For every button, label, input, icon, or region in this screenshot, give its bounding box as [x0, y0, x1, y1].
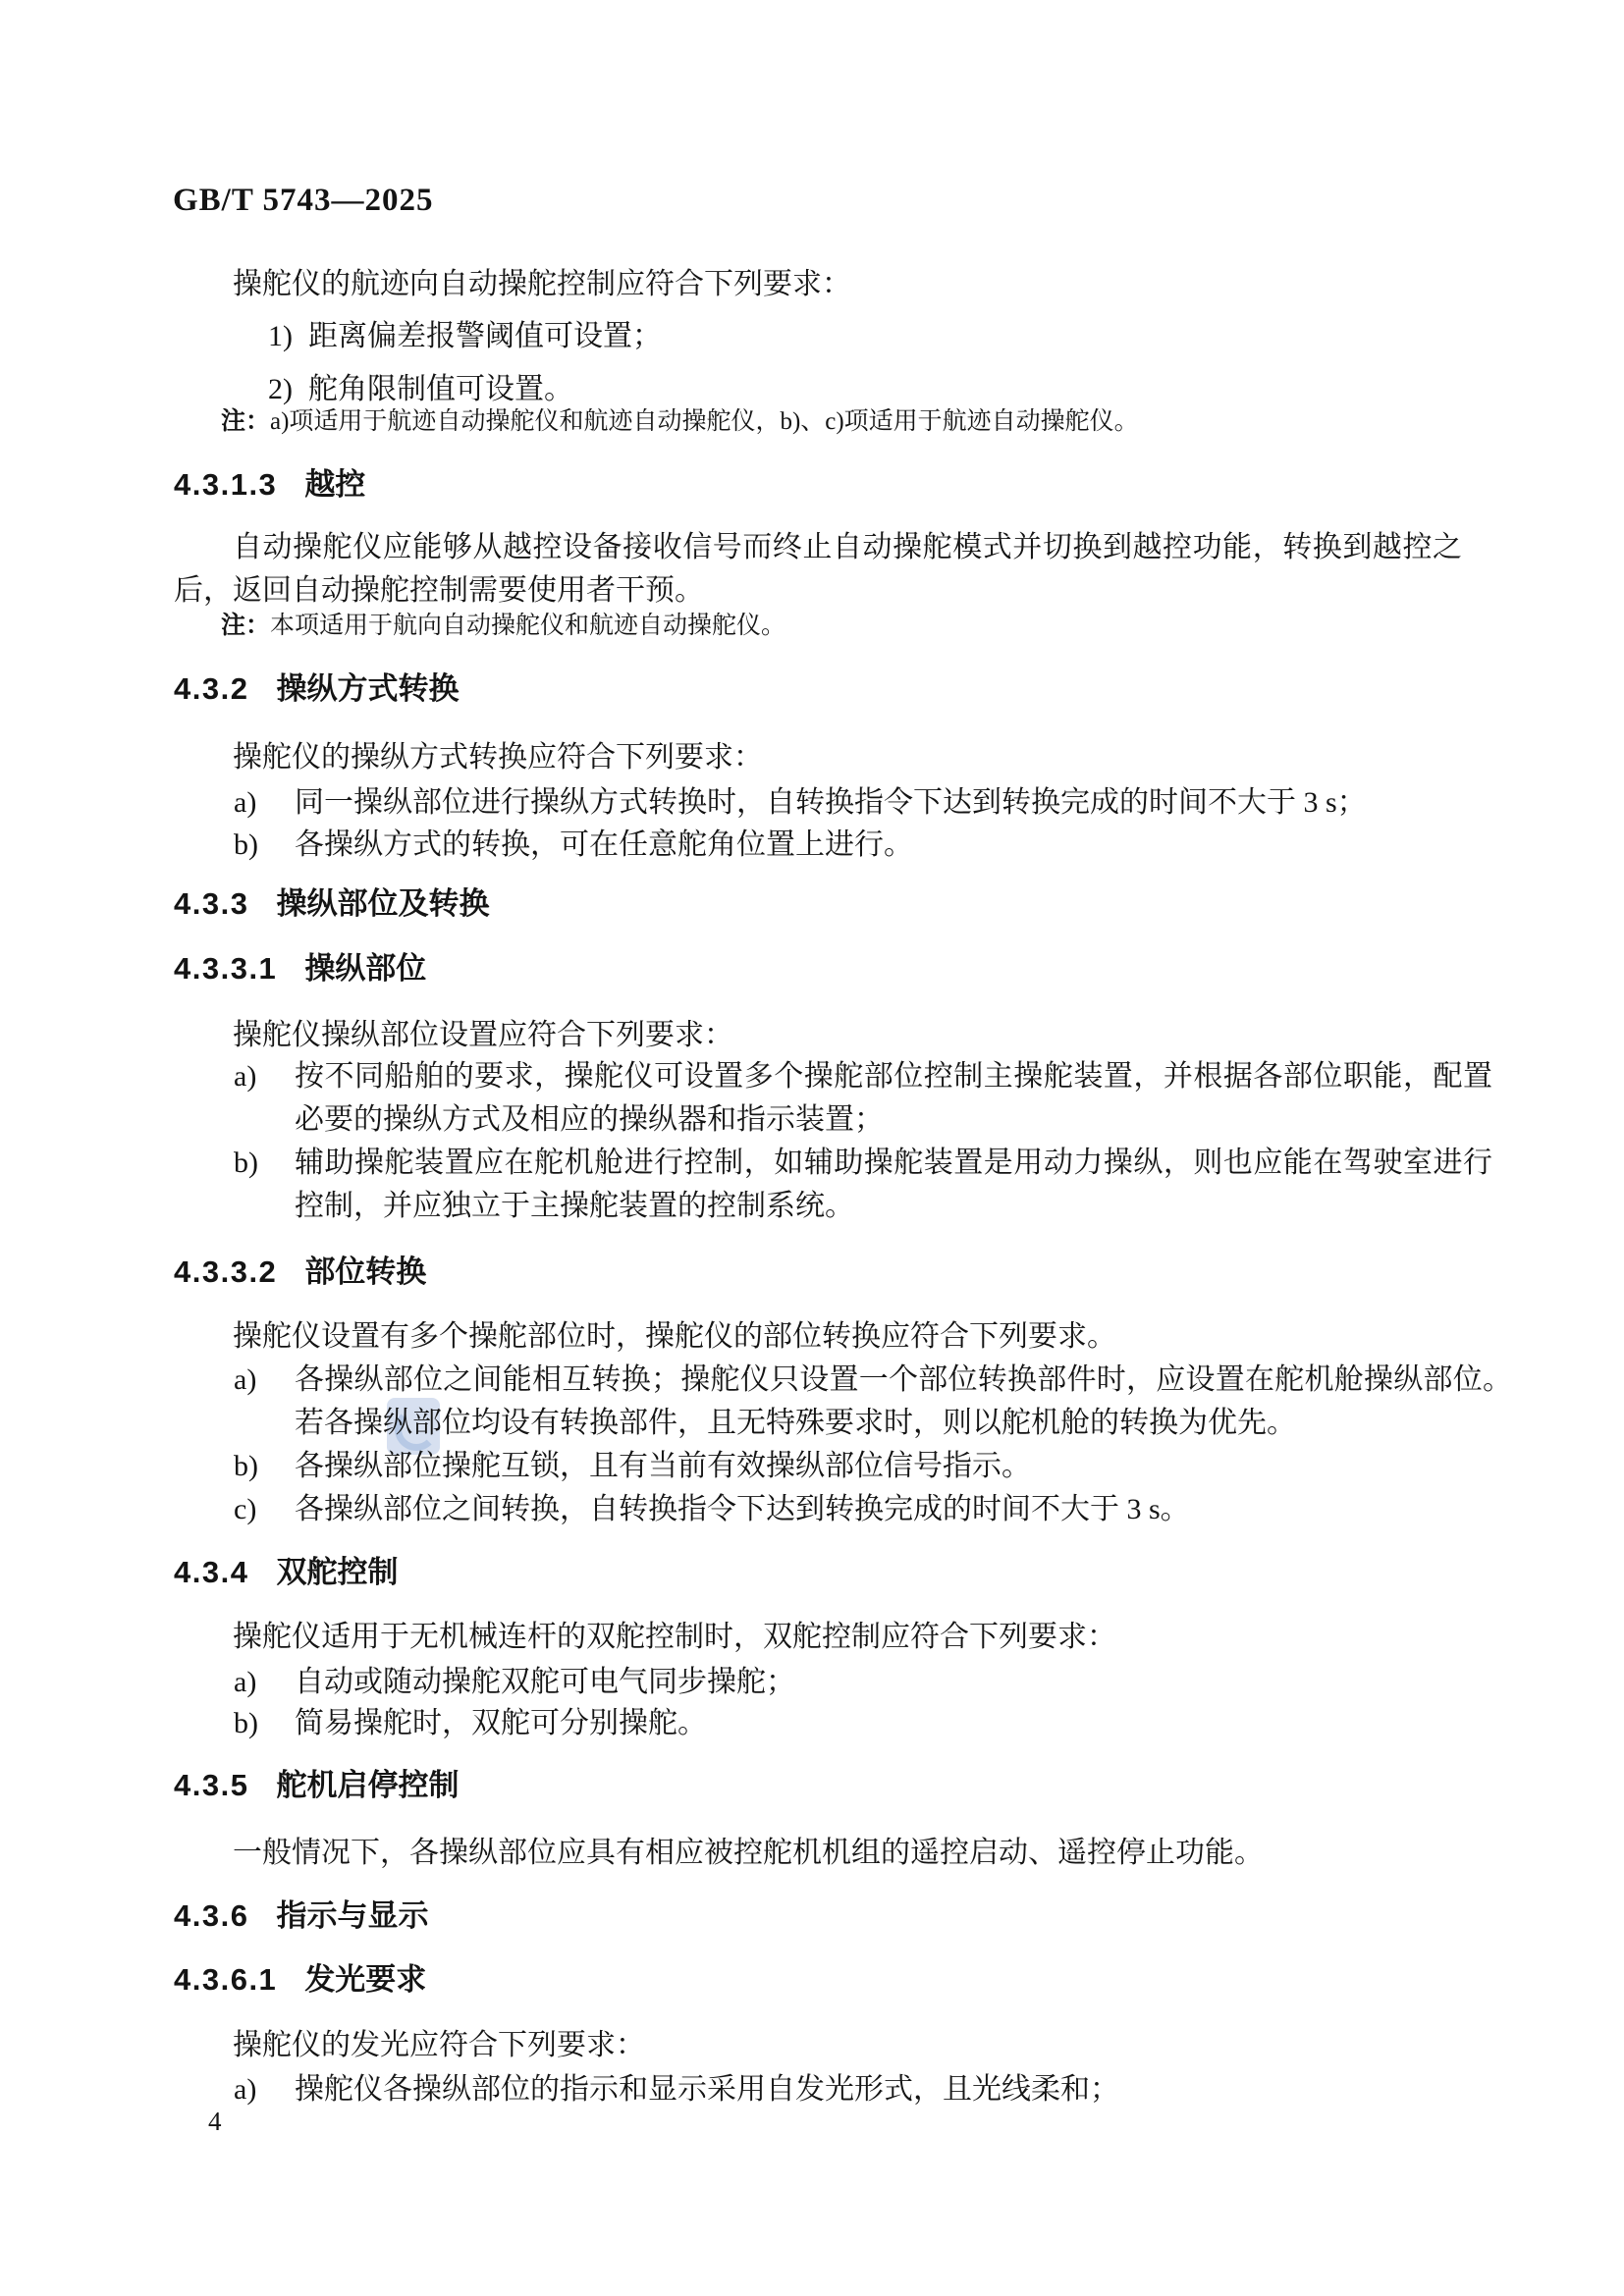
- list-item-label: 1): [268, 320, 293, 352]
- page-number: 4: [208, 2107, 222, 2136]
- list-item-label: b): [234, 1707, 258, 1739]
- section-title: 越控: [304, 467, 366, 502]
- note: [221, 609, 785, 643]
- list-item: [268, 315, 1437, 358]
- paragraph: 操舵仪的操纵方式转换应符合下列要求：: [233, 741, 763, 774]
- list-item-text: 按不同船舶的要求，操舵仪可设置多个操舵部位控制主操舵装置，并根据各部位职能，配置必要的操纵方式及相应的操纵器和指示装置；: [295, 1060, 1492, 1136]
- paragraph: 操舵仪操纵部位设置应符合下列要求：: [233, 1019, 733, 1051]
- list-item-label: 2): [268, 373, 293, 405]
- section-heading: [174, 949, 426, 988]
- note-text: a)项适用于航迹自动操舵仪和航迹自动操舵仪，b)、c)项适用于航迹自动操舵仪。: [270, 408, 1139, 435]
- section-number: 4.3.6: [174, 1898, 249, 1933]
- paragraph: 操舵仪的航迹向自动操舵控制应符合下列要求：: [233, 268, 851, 300]
- note-label: 注：: [221, 612, 271, 639]
- list-item-label: b): [234, 1147, 258, 1179]
- list-item-label: b): [234, 1450, 258, 1482]
- list-item-label: a): [234, 1666, 257, 1698]
- list-item: [234, 2068, 1492, 2111]
- section-title: 操纵方式转换: [276, 671, 460, 706]
- list-item: [234, 1142, 1492, 1228]
- list-item-label: b): [234, 828, 258, 861]
- section-number: 4.3.1.3: [174, 467, 278, 502]
- list-item-label: c): [234, 1493, 257, 1525]
- section-heading: [174, 1960, 426, 2000]
- list-item-text: 舵角限制值可设置。: [308, 373, 573, 405]
- section-number: 4.3.2: [174, 671, 249, 706]
- list-item-text: 操舵仪各操纵部位的指示和显示采用自发光形式，且光线柔和；: [295, 2073, 1119, 2106]
- section-number: 4.3.5: [174, 1768, 249, 1802]
- section-heading: [174, 465, 365, 505]
- list-item-text: 各操纵部位之间能相互转换；操舵仪只设置一个部位转换部件时，应设置在舵机舱操纵部位。若各操纵部位均设有转换部件，且无特殊要求时，则以舵机舱的转换为优先。: [295, 1363, 1512, 1439]
- section-number: 4.3.3.1: [174, 951, 278, 986]
- document-code: GB/T 5743—2025: [173, 183, 434, 218]
- list-item: [234, 1445, 1492, 1488]
- section-number: 4.3.6.1: [174, 1962, 278, 1997]
- list-item: [234, 1702, 1492, 1745]
- section-title: 双舵控制: [276, 1555, 399, 1589]
- note: [221, 404, 1139, 439]
- section-heading: [174, 1896, 428, 1936]
- list-item-label: a): [234, 786, 257, 819]
- section-number: 4.3.4: [174, 1555, 249, 1589]
- section-number: 4.3.3.2: [174, 1255, 278, 1289]
- note-text: 本项适用于航向自动操舵仪和航迹自动操舵仪。: [270, 613, 786, 639]
- paragraph: 操舵仪的发光应符合下列要求：: [233, 2029, 645, 2061]
- section-heading: [174, 669, 459, 709]
- list-item: [234, 1359, 1512, 1445]
- section-title: 舵机启停控制: [276, 1768, 460, 1802]
- list-item-text: 自动或随动操舵双舵可电气同步操舵；: [295, 1666, 795, 1698]
- section-number: 4.3.3: [174, 886, 249, 921]
- list-item: [234, 1055, 1492, 1142]
- list-item-label: a): [234, 1060, 257, 1093]
- list-item: [234, 1661, 1492, 1704]
- section-title: 操纵部位: [304, 951, 427, 986]
- note-label: 注：: [221, 407, 271, 435]
- list-item-label: a): [234, 1363, 257, 1396]
- section-heading: [174, 1553, 398, 1592]
- list-item: [234, 781, 1492, 825]
- paragraph: 操舵仪适用于无机械连杆的双舵控制时，双舵控制应符合下列要求：: [233, 1621, 1116, 1653]
- list-item: [234, 824, 1492, 867]
- paragraph: 操舵仪设置有多个操舵部位时，操舵仪的部位转换应符合下列要求。: [233, 1320, 1116, 1353]
- section-title: 发光要求: [304, 1962, 427, 1997]
- list-item-label: a): [234, 2073, 257, 2106]
- list-item-text: 各操纵部位操舵互锁，且有当前有效操纵部位信号指示。: [295, 1450, 1031, 1482]
- list-item-text: 各操纵方式的转换，可在任意舵角位置上进行。: [295, 828, 913, 861]
- list-item: [234, 1488, 1492, 1531]
- list-item-text: 简易操舵时，双舵可分别操舵。: [295, 1707, 707, 1739]
- paragraph: 一般情况下，各操纵部位应具有相应被控舵机机组的遥控启动、遥控停止功能。: [233, 1837, 1264, 1869]
- section-heading: [174, 884, 489, 924]
- section-title: 部位转换: [304, 1255, 427, 1289]
- section-heading: [174, 1253, 426, 1292]
- list-item-text: 同一操纵部位进行操纵方式转换时，自转换指令下达到转换完成的时间不大于 3 s；: [295, 786, 1367, 819]
- list-item-text: 距离偏差报警阈值可设置；: [308, 320, 662, 352]
- paragraph: 自动操舵仪应能够从越控设备接收信号而终止自动操舵模式并切换到越控功能，转换到越控之后，返回自动操舵控制需要使用者干预。: [174, 531, 1462, 607]
- list-item-text: 各操纵部位之间转换，自转换指令下达到转换完成的时间不大于 3 s。: [295, 1493, 1190, 1525]
- section-title: 操纵部位及转换: [276, 886, 490, 921]
- section-title: 指示与显示: [276, 1898, 429, 1933]
- list-item-text: 辅助操舵装置应在舵机舱进行控制，如辅助操舵装置是用动力操纵，则也应能在驾驶室进行控制，并应独立于主操舵装置的控制系统。: [295, 1147, 1492, 1222]
- section-heading: [174, 1766, 459, 1805]
